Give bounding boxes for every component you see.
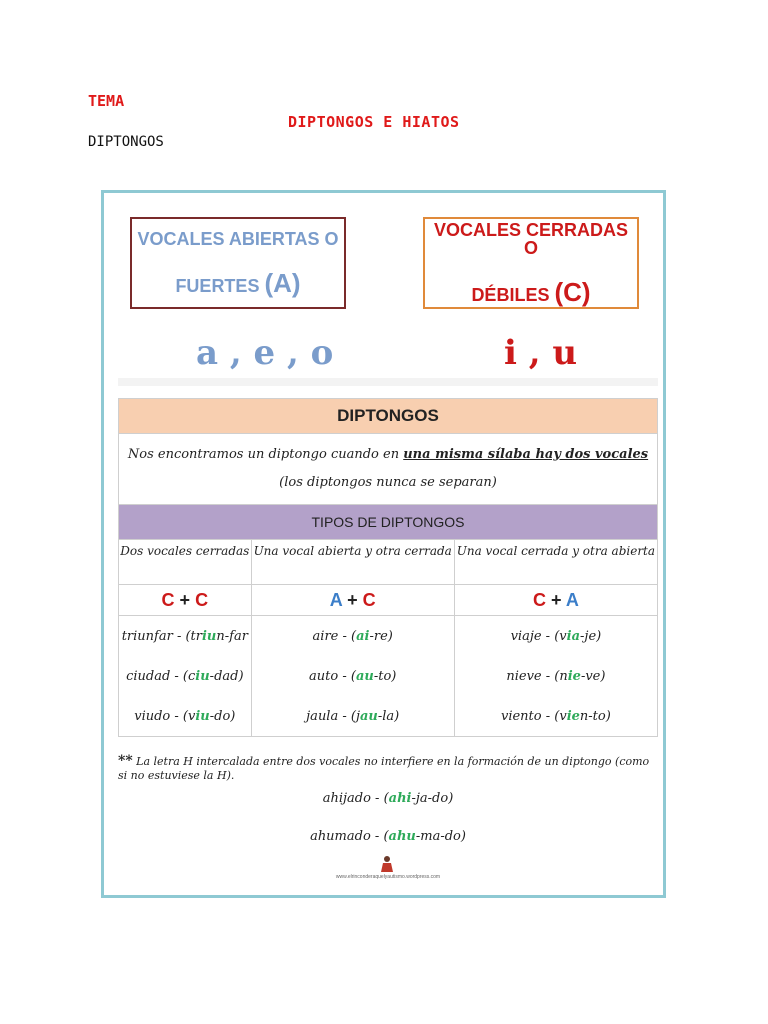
definition-text: Nos encontramos un diptongo cuando en — [127, 447, 404, 462]
diptongos-infographic — [101, 190, 666, 898]
closed-vowels-subheading: DÉBILES (C) — [471, 277, 591, 307]
section-divider — [118, 378, 658, 386]
closed-vowels-tag: (C) — [554, 277, 591, 307]
note-text: La letra H intercalada entre dos vocales no interfiere en la formación de un diptongo (como si no estuviese la H). — [118, 755, 650, 782]
definition-note: (los diptongos nunca se separan) — [279, 475, 497, 490]
example-cell: viudo - (viu-do) — [119, 696, 252, 737]
types-header: TIPOS DE DIPTONGOS — [119, 505, 658, 540]
section-subtitle: DIPTONGOS — [88, 134, 164, 150]
example-cell: jaula - (jau-la) — [251, 696, 454, 737]
tema-label: TEMA — [88, 92, 125, 110]
definition-bold: una misma sílaba hay dos vocales — [403, 447, 649, 462]
h-example: ahijado - (ahi-ja-do) — [322, 791, 454, 806]
open-vowels-tag: (A) — [264, 268, 301, 298]
document-title: DIPTONGOS E HIATOS — [288, 113, 460, 131]
formula-ac: A + C — [251, 585, 454, 616]
note-stars: ** — [118, 753, 133, 769]
column-header: Una vocal cerrada y otra abierta — [454, 540, 657, 585]
open-vowels-subheading: FUERTES (A) — [175, 268, 301, 298]
example-cell: aire - (ai-re) — [251, 616, 454, 657]
closed-vowels-box — [423, 217, 639, 309]
definition-cell — [119, 434, 658, 505]
closed-vowels-letters: i , u — [504, 333, 578, 373]
closed-vowels-heading: VOCALES CERRADAS O — [433, 220, 629, 258]
example-cell: triunfar - (triun-far — [119, 616, 252, 657]
column-header: Dos vocales cerradas — [119, 540, 252, 585]
example-cell: viaje - (via-je) — [454, 616, 657, 657]
open-vowels-box — [130, 217, 346, 309]
girl-logo-icon — [380, 855, 394, 873]
table-title: DIPTONGOS — [119, 399, 658, 434]
h-note — [118, 753, 658, 782]
diptongos-table — [118, 398, 658, 737]
open-vowels-letters: a , e , o — [196, 333, 334, 373]
formula-ca: C + A — [454, 585, 657, 616]
h-example: ahumado - (ahu-ma-do) — [310, 829, 466, 844]
formula-cc: C + C — [119, 585, 252, 616]
credit-url: www.elrinconderaquelyautismo.wordpress.com — [335, 874, 441, 880]
column-header: Una vocal abierta y otra cerrada — [251, 540, 454, 585]
example-cell: auto - (au-to) — [251, 656, 454, 696]
example-cell: ciudad - (ciu-dad) — [119, 656, 252, 696]
open-vowels-heading: VOCALES ABIERTAS O — [137, 229, 339, 249]
example-cell: viento - (vien-to) — [454, 696, 657, 737]
example-cell: nieve - (nie-ve) — [454, 656, 657, 696]
